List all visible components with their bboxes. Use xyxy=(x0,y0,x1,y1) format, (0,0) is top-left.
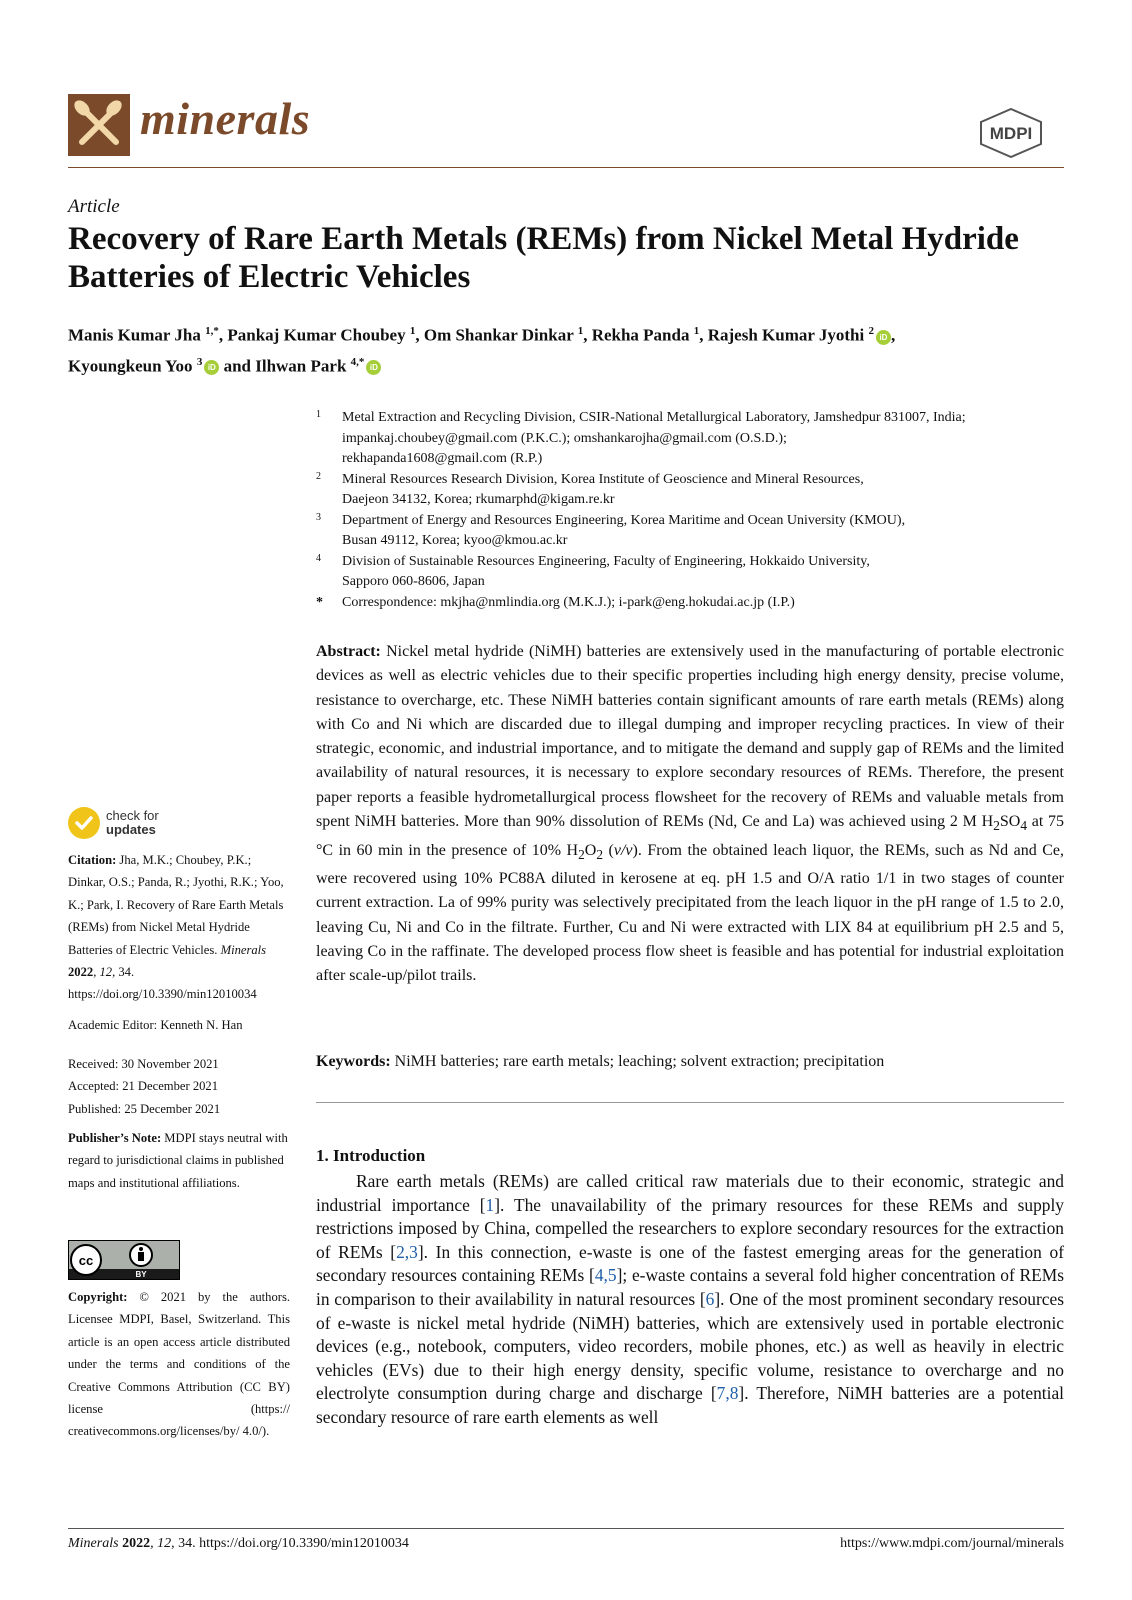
abstract-text: ( xyxy=(603,841,614,859)
intro-text: ]. The unavailability of the primary resources for these REMs and supply restrictions imposed by China, compelled the researchers to explore secondary resources for the extraction of REMs [ xyxy=(316,1194,1064,1262)
subscript: 2 xyxy=(993,818,1000,834)
affiliation-number: 2 xyxy=(316,470,321,482)
publisher-note-label: Publisher’s Note: xyxy=(68,1131,162,1145)
author-affiliation-mark: 1,* xyxy=(205,325,219,337)
author-separator: , xyxy=(583,325,592,345)
abstract-text: Nickel metal hydride (NiMH) batteries are extensively used in the manufacturing of portable electronic devices as well as electric vehicles due to their specific properties including high energy density, precise volume, resistance to overcharge, etc. These NiMH batteries contain significant amounts of rare earth metals (REMs) along with Co and Ni which are discarded due to illegal dumping and improper recycling practices. In view of their strategic, economic, and industrial importance, and to mitigate the demand and supply gap of REMs and the limited availability of natural resources, it is necessary to explore secondary resources of REMs. Therefore, the present paper reports a feasible hydrometallurgical process flowsheet for the recovery of REMs and valuable metals from spent NiMH batteries. More than 90% dissolution of REMs (Nd, Ce and La) was achieved using 2 M H xyxy=(316,643,1064,831)
affiliation-line: Mineral Resources Research Division, Korea Institute of Geoscience and Mineral Resources, xyxy=(342,471,864,487)
subscript: 4 xyxy=(1020,818,1027,834)
cc-by-label: BY xyxy=(135,1270,147,1279)
abstract-text: SO xyxy=(999,813,1021,831)
copyright-label: Copyright: xyxy=(68,1290,128,1304)
affiliation-line: Busan 49112, Korea; kyoo@kmou.ac.kr xyxy=(342,533,568,548)
author-affiliation-mark: 2 xyxy=(868,325,874,337)
affiliation-number: 1 xyxy=(316,409,321,420)
reference-link[interactable]: 2,3 xyxy=(396,1241,418,1262)
check-icon xyxy=(68,807,100,839)
author-affiliation-mark: 1 xyxy=(693,325,700,337)
affiliation-number: 3 xyxy=(316,511,321,523)
citation-label: Citation: xyxy=(68,853,117,867)
header-divider xyxy=(68,167,1064,168)
author-name: Ilhwan Park xyxy=(255,356,351,376)
check-label-line2: updates xyxy=(106,822,156,837)
author-name: Om Shankar Dinkar xyxy=(423,325,578,345)
section-heading: 1. Introduction xyxy=(316,1146,426,1165)
orcid-icon[interactable]: iD xyxy=(876,330,891,345)
academic-editor: Academic Editor: Kenneth N. Han xyxy=(68,1018,243,1032)
mdpi-logo xyxy=(978,108,1044,158)
affiliation-line: Sapporo 060-8606, Japan xyxy=(342,574,485,589)
abstract xyxy=(316,640,1064,989)
orcid-icon[interactable]: iD xyxy=(366,360,381,375)
affiliation-item xyxy=(316,552,1076,593)
author-affiliation-mark: 4,* xyxy=(350,355,365,368)
subscript: 2 xyxy=(596,846,603,862)
author-name: Kyoungkeun Yoo xyxy=(68,356,197,376)
dates-block xyxy=(68,1053,290,1120)
footer-volume: , 12 xyxy=(150,1536,172,1551)
journal-name: minerals xyxy=(140,93,311,144)
affiliation-line: Daejeon 34132, Korea; rkumarphd@kigam.re.kr xyxy=(342,492,615,507)
affiliation-item xyxy=(316,511,1076,552)
author-name: Manis Kumar Jha xyxy=(68,325,206,345)
keywords xyxy=(316,1053,1064,1071)
cc-by-license-icon[interactable] xyxy=(68,1240,180,1280)
author-name: Rajesh Kumar Jyothi xyxy=(707,325,869,345)
citation-year: 2022 xyxy=(68,965,94,980)
mdpi-logo-text: MDPI xyxy=(989,124,1033,143)
citation-block xyxy=(68,849,290,1006)
section-divider xyxy=(316,1102,1064,1103)
correspondence-mark: * xyxy=(316,594,323,610)
correspondence-text: Correspondence: mkjha@nmlindia.org (M.K.J.); i-park@eng.hokudai.ac.jp (I.P.) xyxy=(342,594,795,610)
affiliation-line: impankaj.choubey@gmail.com (P.K.C.); omshankarojha@gmail.com (O.S.D.); xyxy=(342,430,787,446)
author-separator: , xyxy=(699,325,708,345)
reference-link[interactable]: 1 xyxy=(485,1194,495,1215)
author-affiliation-mark: 1 xyxy=(577,325,584,337)
affiliations xyxy=(316,408,1076,613)
paper-title: Recovery of Rare Earth Metals (REMs) from Nickel Metal Hydride Batteries of Electric Vehicles xyxy=(68,221,1019,295)
check-for-updates-badge[interactable] xyxy=(68,807,278,843)
check-label-line1: check for xyxy=(106,808,159,823)
author-name: Rekha Panda xyxy=(591,325,694,345)
affiliation-item xyxy=(316,470,1076,511)
citation-journal: Minerals xyxy=(220,942,267,957)
intro-text: ]. One of the most prominent secondary resources of e-waste is nickel metal hydride (NiMH) batteries, which are extensively used in portable electronic devices (e.g., notebook, computers, video recorders, mobile phones, etc.) as well as heavily in electric vehicles (EVs) due to their high energy density, specific volume, resistance to overcharge and no electrolyte consumption during charge and discharge [ xyxy=(316,1288,1064,1404)
author-list xyxy=(68,318,1068,379)
intro-text: ]; e-waste contains a several fold higher concentration of REMs in comparison to their availability in natural resources [ xyxy=(316,1265,1064,1309)
footer-citation xyxy=(68,1536,409,1552)
intro-text: ]. In this connection, e-waste is one of the fastest emerging areas for the generation of secondary resources containing REMs [ xyxy=(316,1241,1064,1286)
author-affiliation-mark: 3 xyxy=(196,355,203,368)
abstract-text: O xyxy=(584,841,597,859)
author-affiliation-mark: 1 xyxy=(409,325,416,337)
journal-logo-icon xyxy=(68,94,130,156)
footer-journal-url[interactable]: https://www.mdpi.com/journal/minerals xyxy=(840,1536,1064,1551)
citation-doi[interactable]: , 34. https://doi.org/10.3390/min12010034 xyxy=(68,965,257,1002)
affiliation-line: Department of Energy and Resources Engineering, Korea Maritime and Ocean University (KMOU), xyxy=(342,512,906,528)
copyright-text: © 2021 by the authors. Licensee MDPI, Basel, Switzerland. This article is an open access article distributed under the terms and conditions of the Creative Commons Attribution (CC BY) license (https:// creativecommons.org/licenses/by/ 4.0/). xyxy=(68,1290,290,1439)
correspondence xyxy=(316,593,1076,614)
abstract-text: ). From the obtained leach liquor, the REMs, such as Nd and Ce, were recovered using 10% PC88A diluted in kerosene at eq. pH 1.5 and O/A ratio 1/1 in two stages of counter current extraction. La of 99% purity was selectively precipitated from the leach liquor in the pH range of 1.5 to 2.0, leaving Cu, Ni and Co in the filtrate. Further, Cu and Ni were extracted with LIX 84 at equilibrium pH 2.5 and 5, leaving Co in the raffinate. The developed process flow sheet is feasible and has potential for industrial exploitation after scale-up/pilot trails. xyxy=(316,841,1065,985)
reference-link[interactable]: 6 xyxy=(705,1288,715,1309)
footer-journal: Minerals xyxy=(68,1536,119,1551)
citation-volume: , 12 xyxy=(93,965,113,980)
footer-year: 2022 xyxy=(118,1536,151,1551)
intro-text: Rare earth metals (REMs) are called critical raw materials due to their economic, strategic and industrial importance [ xyxy=(316,1171,1064,1215)
introduction-paragraph xyxy=(316,1170,1064,1430)
affiliation-line: Division of Sustainable Resources Engineering, Faculty of Engineering, Hokkaido University, xyxy=(342,553,870,569)
keywords-label: Keywords: xyxy=(316,1053,391,1070)
affiliation-number: 4 xyxy=(316,552,321,564)
publisher-note xyxy=(68,1127,290,1194)
accepted-date: Accepted: 21 December 2021 xyxy=(68,1079,219,1094)
keywords-text: NiMH batteries; rare earth metals; leaching; solvent extraction; precipitation xyxy=(390,1053,885,1070)
footer-divider xyxy=(68,1528,1064,1529)
affiliation-line: Metal Extraction and Recycling Division, CSIR-National Metallurgical Laboratory, Jamshedpur 831007, India; xyxy=(342,410,966,425)
published-date: Published: 25 December 2021 xyxy=(68,1101,221,1116)
author-separator: , xyxy=(415,325,424,345)
author-separator: , xyxy=(218,325,228,345)
intro-text: ]. Therefore, NiMH batteries are a potential secondary resource of rare earth elements as well xyxy=(316,1383,1065,1427)
subscript: 2 xyxy=(578,846,585,862)
citation-text: Jha, M.K.; Choubey, P.K.; Dinkar, O.S.; Panda, R.; Jyothi, R.K.; Yoo, K.; Park, I. Recovery of Rare Earth Metals (REMs) from Nickel Metal Hydride Batteries of Electric Vehicles. xyxy=(68,853,284,957)
article-type: Article xyxy=(68,196,120,217)
reference-link[interactable]: 7,8 xyxy=(716,1383,739,1404)
received-date: Received: 30 November 2021 xyxy=(68,1057,219,1071)
affiliation-item xyxy=(316,408,1076,470)
abstract-label: Abstract: xyxy=(316,643,381,660)
svg-text:cc: cc xyxy=(78,1253,94,1268)
author-name: Pankaj Kumar Choubey xyxy=(227,325,410,345)
reference-link[interactable]: 4,5 xyxy=(594,1265,617,1286)
abstract-text: at 75 °C in 60 min in the presence of 10% H xyxy=(316,813,1065,859)
affiliation-line: rekhapanda1608@gmail.com (R.P.) xyxy=(342,451,543,466)
author-separator: and xyxy=(219,356,256,376)
footer-doi[interactable]: , 34. https://doi.org/10.3390/min12010034 xyxy=(171,1536,409,1551)
copyright-block xyxy=(68,1286,290,1443)
author-separator: , xyxy=(890,325,896,345)
abstract-italic: v/v xyxy=(613,841,633,859)
orcid-icon[interactable]: iD xyxy=(204,360,219,375)
publisher-note-text: MDPI stays neutral with regard to jurisdictional claims in published maps and institutional affiliations. xyxy=(68,1131,288,1190)
